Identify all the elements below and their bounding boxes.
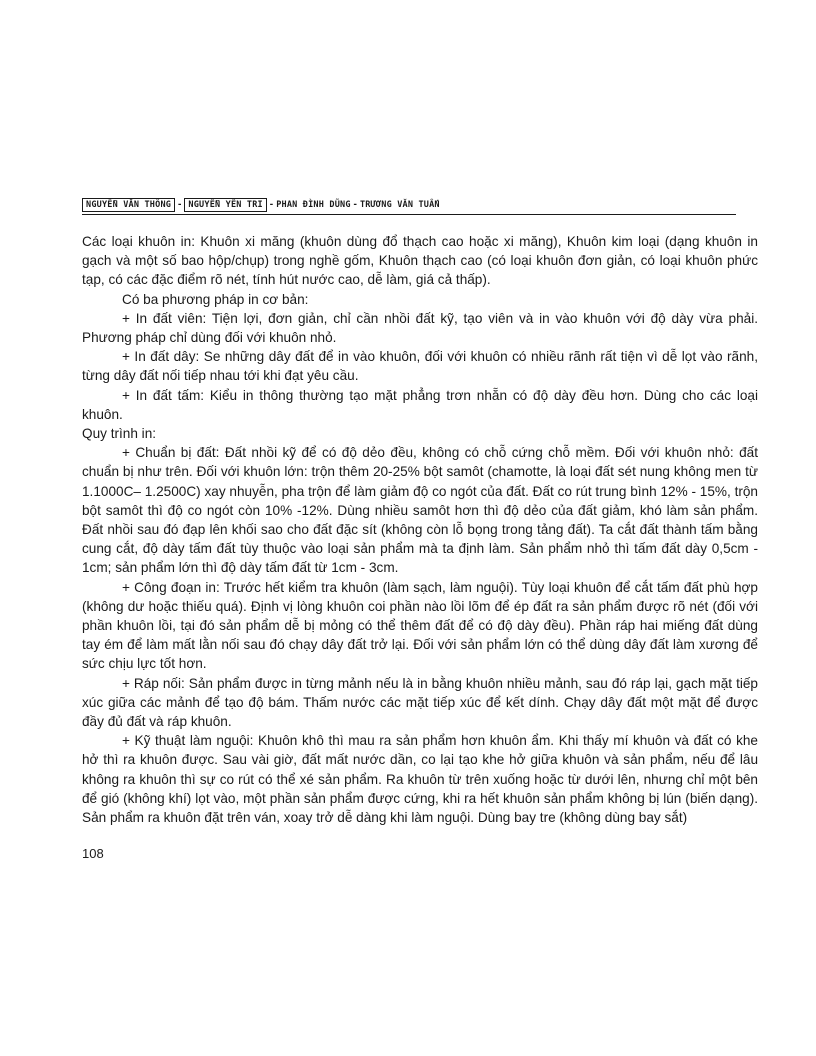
page-number: 108 xyxy=(82,846,104,861)
header-author-3: PHAN ĐÌNH DŨNG xyxy=(276,200,351,210)
paragraph-mold-types: Các loại khuôn in: Khuôn xi măng (khuôn dùng đổ thạch cao hoặc xi măng), Khuôn kim loại (dạng khuôn in gạch và một số bao hộp/chụp) trong nghề gốm, Khuôn thạch cao (có loại khuôn đơn giản, có loại khuôn phức tạp, có các đặc điểm rõ nét, tính hút nước cao, dễ làm, giá cả thấp). xyxy=(82,234,758,288)
header-rule xyxy=(82,214,736,215)
header-separator: - xyxy=(177,200,183,210)
paragraph-cooling-technique: + Kỹ thuật làm nguội: Khuôn khô thì mau ra sản phẩm hơn khuôn ẩm. Khi thấy mí khuôn và đất có khe hở thì ra khuôn được. Sau vài giờ, đất mất nước dần, co lại tạo khe hở giữa khuôn và sản phẩm, nếu để lâu không ra khuôn thì sự co rút có thể xé sản phẩm. Ra khuôn từ trên xuống hoặc từ dưới lên, nhưng chỉ một bên để gió (không khí) lọt vào, một phần sản phẩm được cứng, khi ra hết khuôn sản phẩm không bị lún (biến dạng). Sản phẩm ra khuôn đặt trên ván, xoay trở dễ dàng khi làm nguội. Dùng bay tre (không dùng bay sắt) xyxy=(82,733,758,826)
paragraph-process-heading: Quy trình in: xyxy=(82,426,157,442)
paragraph-joining: + Ráp nối: Sản phẩm được in từng mảnh nếu là in bằng khuôn nhiều mảnh, sau đó ráp lại, gạch mặt tiếp xúc giữa các mảnh để tạo độ bám. Thấm nước các mặt tiếp xúc để kết dính. Chạy dây đất một mặt để được đầy đủ đất và ráp khuôn. xyxy=(82,675,758,730)
paragraph-methods-intro: Có ba phương pháp in cơ bản: xyxy=(122,291,309,307)
header-author-4: TRƯƠNG VĂN TUẤN xyxy=(359,200,440,210)
body-text xyxy=(82,232,758,827)
header-author-1: NGUYỄN VĂN THÔNG xyxy=(82,198,175,212)
running-header xyxy=(82,197,736,213)
header-author-2: NGUYỄN YÊN TRI xyxy=(184,198,266,212)
paragraph-pressing-stage: + Công đoạn in: Trước hết kiểm tra khuôn (làm sạch, làm nguội). Tùy loại khuôn để cắt tấm đất phù hợp (không dư hoặc thiếu quá). Định vị lòng khuôn coi phần nào lồi lõm để ép đất ra sản phẩm được rõ nét (đối với phần khuôn lồi, tại đó sản phẩm dễ bị mỏng có thể thêm đất để có độ dày đều). Phần ráp hai miếng đất dùng tay ém để làm mất lằn nối sau đó chạy dây đất trở lại. Đối với sản phẩm lớn có thể dùng dây đất làm xương để sức chịu lực tốt hơn. xyxy=(82,579,758,672)
paragraph-method-coil: + In đất dây: Se những dây đất để in vào khuôn, đối với khuôn có nhiều rãnh rất tiện vì dễ lọt vào rãnh, từng dây đất nối tiếp nhau tới khi đạt yêu cầu. xyxy=(82,349,758,384)
paragraph-clay-preparation: + Chuẩn bị đất: Đất nhồi kỹ để có độ dẻo đều, không có chỗ cứng chỗ mềm. Đối với khuôn nhỏ: đất chuẩn bị như trên. Đối với khuôn lớn: trộn thêm 20-25% bột samôt (chamotte, là loại đất sét nung không men từ 1.1000C– 1.2500C) xay nhuyễn, pha trộn để làm giảm độ co ngót của đất. Đất co rút trung bình 12% - 15%, trộn bột samôt thì độ co ngót còn 10% -12%. Dùng nhiều samôt hơn thì độ dẻo của đất giảm, khó làm sản phẩm. Đất nhồi sau đó đạp lên khối sao cho đất đặc sít (không còn lỗ bọng trong tảng đất). Ta cắt đất thành tấm bằng cung cắt, độ dày tấm đất tùy thuộc vào loại sản phẩm mà ta định làm. Sản phẩm nhỏ thì tấm đất dày 0,5cm - 1cm; sản phẩm lớn thì độ dày tấm đất từ 1cm - 3cm. xyxy=(82,445,758,576)
header-separator: - xyxy=(268,200,275,210)
paragraph-method-pellet: + In đất viên: Tiện lợi, đơn giản, chỉ cần nhồi đất kỹ, tạo viên và in vào khuôn với độ dày vừa phải. Phương pháp chỉ dùng đối với khuôn nhỏ. xyxy=(82,310,758,346)
paragraph-method-slab: + In đất tấm: Kiểu in thông thường tạo mặt phẳng trơn nhẵn có độ dày đều hơn. Dùng cho các loại khuôn. xyxy=(82,387,758,422)
header-separator: - xyxy=(352,200,358,210)
